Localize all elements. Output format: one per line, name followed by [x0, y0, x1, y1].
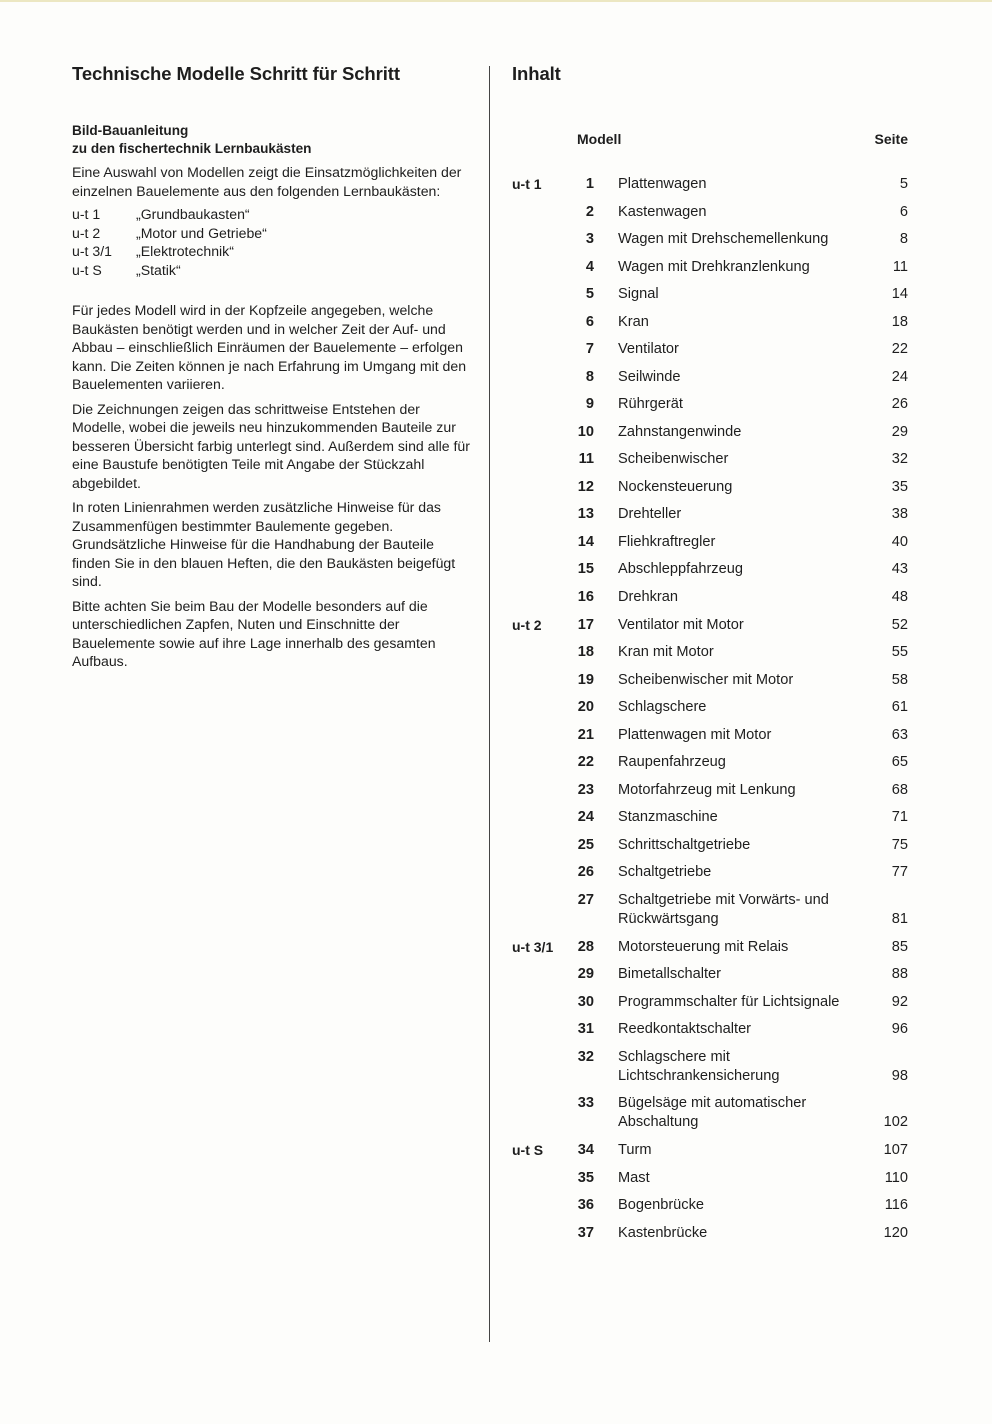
toc-entry-title: Programmschalter für Lichtsignale	[618, 993, 840, 1010]
toc-entry-number: 13	[577, 506, 594, 522]
toc-entry-title: Fliehkraftregler	[618, 533, 716, 550]
toc-entry	[512, 368, 908, 387]
toc-entry-number: 29	[577, 966, 594, 982]
toc-entry-title: Scheibenwischer mit Motor	[618, 671, 794, 688]
intro-column	[72, 60, 472, 671]
toc-entry-title: Reedkontaktschalter	[618, 1021, 752, 1037]
toc-entry-page: 24	[891, 368, 908, 385]
body-paragraph: Bitte achten Sie beim Bau der Modelle besonders auf die unterschiedlichen Zapfen, Nuten und Einschnitte der Bauelemente sowie auf ihre Lage innerhalb des gesamten Aufbaus.	[72, 597, 436, 669]
toc-entry	[512, 1224, 908, 1243]
toc-entry-number: 21	[577, 726, 594, 743]
kit-name: „Statik“	[136, 261, 181, 278]
toc-entry	[512, 938, 908, 957]
toc-entry-title: Nockensteuerung	[618, 478, 733, 495]
kit-item	[72, 205, 472, 224]
column-header-page: Seite	[874, 131, 908, 147]
toc-entry	[512, 1094, 908, 1132]
toc-entry-page: 43	[891, 561, 908, 577]
toc-entry-page: 75	[891, 836, 908, 853]
toc-entry-page: 81	[891, 910, 908, 927]
toc-entry-page: 26	[891, 396, 908, 412]
subtitle	[72, 122, 472, 158]
toc-entry	[512, 450, 908, 469]
page-edge-line	[0, 0, 992, 2]
kit-code: u-t 1	[72, 206, 101, 222]
kit-list	[72, 205, 472, 279]
toc-group-label: u-t 1	[512, 176, 542, 192]
toc-entry-page: 11	[892, 258, 908, 275]
toc-entry-title: Scheibenwischer	[618, 451, 729, 467]
toc-entry-title: Zahnstangenwinde	[618, 423, 742, 440]
toc-entry-number: 9	[585, 396, 594, 412]
toc-group-label: u-t 2	[512, 616, 542, 633]
toc-entry-number: 10	[577, 423, 594, 440]
toc-entry	[512, 698, 908, 717]
toc-entry-title: Mast	[618, 1169, 650, 1186]
toc-entry-title: Plattenwagen mit Motor	[618, 726, 772, 743]
toc-entry-title: Rührgerät	[618, 396, 683, 412]
toc-entry-page: 22	[891, 341, 908, 357]
toc-entry	[512, 891, 908, 929]
toc-entry-number: 2	[585, 203, 594, 220]
kit-name: „Elektrotechnik“	[136, 243, 234, 259]
toc-entry	[512, 203, 908, 222]
toc-entry-title: Ventilator mit Motor	[618, 616, 744, 633]
subtitle-line: zu den fischertechnik Lernbaukästen	[72, 141, 312, 156]
toc-entry-title: Motorfahrzeug mit Lenkung	[618, 781, 796, 798]
toc-entry-page: 18	[891, 313, 908, 330]
toc-entry-number: 5	[585, 286, 594, 302]
toc-entry-number: 12	[577, 478, 594, 495]
toc-entry-page: 61	[891, 699, 908, 715]
toc-entry-number: 27	[577, 891, 594, 908]
toc-entry-page: 102	[883, 1114, 908, 1130]
toc-entry-title: Bügelsäge mit automatischer Abschaltung	[618, 1095, 807, 1130]
toc-entry-page: 98	[891, 1067, 908, 1084]
toc-entry	[512, 258, 908, 277]
toc-entry	[512, 478, 908, 497]
toc-entry-page: 107	[883, 1142, 908, 1158]
toc-entry	[512, 285, 908, 304]
toc-entry	[512, 505, 908, 524]
toc-group	[512, 1141, 908, 1243]
toc-entry-title: Wagen mit Drehkranzlenkung	[618, 258, 810, 275]
toc-entry-page: 38	[891, 506, 908, 522]
toc-entry	[512, 616, 908, 635]
toc-entry-number: 34	[577, 1142, 594, 1158]
kit-item	[72, 261, 472, 280]
toc-entry-page: 85	[891, 938, 908, 955]
toc-entry-page: 58	[891, 671, 908, 688]
toc-entry-page: 92	[891, 993, 908, 1010]
toc-entry	[512, 863, 908, 882]
toc-group-label: u-t S	[512, 1142, 544, 1158]
toc-entry-title: Drehteller	[618, 506, 682, 522]
body-paragraph: Für jedes Modell wird in der Kopfzeile angegeben, welche Baukästen benötigt werden und in welcher Zeit der Auf- und Abbau – einschließlich Einräumen der Bauelemente – erfolgen kann. Die Zeiten können je nach Erfahrung im Umgang mit den Bauelementen variieren.	[72, 302, 467, 392]
toc-header	[512, 131, 908, 151]
toc-entry-number: 17	[577, 616, 594, 633]
body-paragraph: In roten Linienrahmen werden zusätzliche Hinweise für das Zusammenfügen bestimmter Baulemente gegeben. Grundsätzliche Hinweise für die Handhabung der Bauteile finden Sie in den blauen Heften, die den Baukästen beigefügt sind.	[72, 499, 456, 589]
toc-entry	[512, 993, 908, 1012]
toc-entry-page: 116	[884, 1197, 908, 1213]
toc-entry-page: 71	[891, 809, 908, 825]
toc-entry-number: 16	[577, 588, 594, 605]
table-of-contents	[512, 175, 908, 1243]
kit-item	[72, 242, 472, 261]
body-paragraph: Die Zeichnungen zeigen das schrittweise Entstehen der Modelle, wobei die jeweils neu hinzukommenden Bauteile zur besseren Übersicht farbig unterlegt sind. Außerdem sind alle für eine Baustufe benötigten Teile mit Angabe der Stückzahl abgebildet.	[72, 400, 470, 491]
toc-entry	[512, 643, 908, 662]
toc-entry-number: 1	[585, 176, 594, 192]
toc-entry-page: 6	[899, 203, 908, 220]
toc-entry	[512, 340, 908, 359]
toc-entry-title: Motorsteuerung mit Relais	[618, 938, 789, 955]
toc-entry-page: 14	[891, 286, 908, 302]
toc-entry	[512, 230, 908, 249]
toc-entry	[512, 726, 908, 745]
toc-group	[512, 175, 908, 607]
kit-code: u-t S	[72, 261, 102, 278]
toc-entry-number: 4	[585, 258, 594, 275]
toc-entry-number: 22	[577, 754, 594, 770]
toc-entry-page: 52	[891, 616, 908, 633]
column-divider	[489, 66, 490, 1342]
toc-entry-number: 37	[577, 1224, 594, 1241]
page-title: Technische Modelle Schritt für Schritt	[72, 63, 400, 84]
toc-entry-page: 40	[891, 533, 908, 550]
toc-entry-number: 35	[577, 1169, 594, 1186]
toc-entry	[512, 533, 908, 552]
toc-entry-page: 5	[899, 176, 908, 192]
toc-entry-page: 63	[891, 726, 908, 743]
toc-entry-title: Schlagschere mit Lichtschrankensicherung	[618, 1048, 780, 1084]
toc-entry-number: 30	[577, 993, 594, 1010]
kit-code: u-t 2	[72, 224, 101, 241]
toc-entry-number: 18	[577, 644, 594, 660]
toc-entry-number: 23	[577, 781, 594, 798]
toc-entry	[512, 1196, 908, 1215]
toc-entry-number: 6	[585, 313, 594, 330]
kit-code: u-t 3/1	[72, 243, 112, 259]
toc-entry-page: 48	[891, 588, 908, 605]
toc-entry-title: Stanzmaschine	[618, 809, 718, 825]
toc-entry-title: Schlagschere	[618, 699, 707, 715]
toc-entry	[512, 423, 908, 442]
toc-entry-title: Bimetallschalter	[618, 966, 722, 982]
toc-entry-page: 68	[891, 781, 908, 798]
toc-entry-title: Schaltgetriebe mit Vorwärts- und Rückwärtsgang	[618, 891, 829, 927]
toc-entry	[512, 808, 908, 827]
toc-entry	[512, 395, 908, 414]
toc-entry-title: Drehkran	[618, 588, 679, 605]
toc-entry-title: Kastenwagen	[618, 203, 707, 220]
toc-entry-page: 77	[891, 864, 908, 880]
toc-entry-title: Bogenbrücke	[618, 1197, 705, 1213]
intro-paragraph: Eine Auswahl von Modellen zeigt die Einsatzmöglichkeiten der einzelnen Bauelemente aus den folgenden Lernbaukästen:	[72, 164, 462, 199]
toc-entry	[512, 1020, 908, 1039]
toc-entry-number: 11	[578, 451, 594, 467]
toc-entry-number: 32	[577, 1048, 594, 1065]
toc-entry-title: Wagen mit Drehschemellenkung	[618, 231, 829, 247]
kit-item	[72, 224, 472, 243]
toc-entry-title: Ventilator	[618, 341, 679, 357]
toc-group-label: u-t 3/1	[512, 938, 554, 955]
toc-entry-page: 65	[891, 754, 908, 770]
toc-entry-number: 8	[585, 368, 594, 385]
toc-entry-page: 35	[891, 478, 908, 495]
toc-entry-number: 7	[585, 341, 594, 357]
toc-entry-page: 29	[891, 423, 908, 440]
toc-entry-number: 3	[585, 231, 594, 247]
toc-entry	[512, 965, 908, 984]
toc-entry-title: Raupenfahrzeug	[618, 754, 726, 770]
toc-entry-title: Turm	[618, 1142, 652, 1158]
toc-entry	[512, 1169, 908, 1188]
toc-entry-title: Abschleppfahrzeug	[618, 561, 743, 577]
toc-entry-number: 26	[577, 864, 594, 880]
toc-entry	[512, 1141, 908, 1160]
toc-entry-title: Signal	[618, 286, 659, 302]
contents-column	[512, 60, 908, 1243]
toc-entry-title: Schaltgetriebe	[618, 864, 712, 880]
toc-entry-number: 14	[577, 533, 594, 550]
toc-entry	[512, 588, 908, 607]
toc-entry-number: 25	[577, 836, 594, 853]
toc-entry-page: 55	[891, 644, 908, 660]
contents-title: Inhalt	[512, 63, 561, 84]
toc-entry-page: 96	[891, 1021, 908, 1037]
toc-entry-page: 32	[891, 451, 908, 467]
toc-entry-title: Kastenbrücke	[618, 1224, 708, 1241]
toc-entry-number: 33	[577, 1095, 594, 1111]
toc-entry	[512, 1048, 908, 1086]
toc-entry	[512, 313, 908, 332]
toc-entry-number: 28	[577, 938, 594, 955]
toc-entry-title: Kran mit Motor	[618, 644, 714, 660]
toc-entry-title: Seilwinde	[618, 368, 681, 385]
toc-entry	[512, 175, 908, 194]
toc-entry-title: Kran	[618, 313, 649, 330]
toc-entry-page: 120	[883, 1224, 908, 1241]
toc-entry	[512, 836, 908, 855]
toc-entry-number: 36	[577, 1197, 594, 1213]
kit-name: „Motor und Getriebe“	[136, 224, 267, 241]
kit-name: „Grundbaukasten“	[136, 206, 250, 222]
toc-entry-number: 20	[577, 699, 594, 715]
toc-entry	[512, 560, 908, 579]
toc-entry-number: 19	[577, 671, 594, 688]
toc-entry-number: 31	[577, 1021, 594, 1037]
toc-entry	[512, 671, 908, 690]
toc-entry-page: 110	[884, 1169, 908, 1186]
toc-group	[512, 616, 908, 929]
column-header-model: Modell	[577, 131, 622, 147]
toc-entry-title: Plattenwagen	[618, 176, 707, 192]
toc-entry-page: 88	[891, 966, 908, 982]
toc-entry-page: 8	[899, 231, 908, 247]
toc-entry-title: Schrittschaltgetriebe	[618, 836, 751, 853]
toc-entry	[512, 753, 908, 772]
toc-entry-number: 15	[577, 561, 594, 577]
toc-group	[512, 938, 908, 1133]
subtitle-line: Bild-Bauanleitung	[72, 123, 189, 138]
toc-entry	[512, 781, 908, 800]
toc-entry-number: 24	[577, 809, 594, 825]
